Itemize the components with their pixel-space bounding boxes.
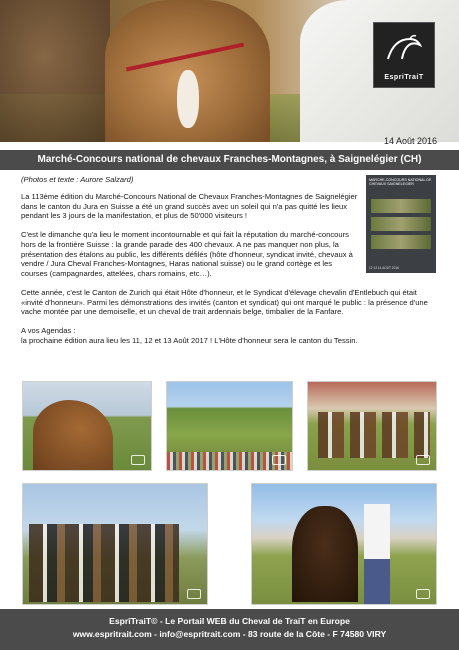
photo-horse-guards[interactable]	[22, 483, 208, 605]
agenda-heading: A vos Agendas :	[21, 326, 76, 336]
logo-text: EspriTraiT	[384, 74, 424, 81]
photo-credit: (Photos et texte : Aurore Salzard)	[21, 175, 134, 184]
horse-logo-icon	[384, 33, 424, 63]
event-poster	[366, 175, 436, 273]
agenda-text: la prochaine édition aura lieu les 11, 12 et 13 Août 2017 ! L'Hôte d'honneur sera le canton du Tessin.	[21, 335, 358, 345]
hero-halter	[126, 43, 244, 72]
publication-date: 14 Août 2016	[383, 136, 437, 146]
hero-foal-blaze	[177, 70, 199, 128]
poster-title: MARCHE-CONCOURS NATIONAL DE CHEVAUX SAIGNELEGIER	[369, 178, 432, 187]
page-footer	[0, 609, 459, 650]
article-paragraph: Cette année, c'est le Canton de Zurich qui était Hôte d'honneur, et le Syndicat d'élevage chevalin d'Entlebuch qui était «invité d'honneur». Parmi les démonstrations des invités (canton et syndicat) qui ont marqué le public : la présence d'une vache montée par une demoiselle, et un cheval de trait ardennais belge, timbalier de la Fanfare.	[21, 287, 428, 317]
photo-black-horse	[292, 506, 358, 602]
photo-riders[interactable]	[307, 381, 437, 471]
article-paragraph: C'est le dimanche qu'a lieu le moment incontournable et qui fait la réputation du marché-concours hors de la frontière Suisse : la grande parade des 400 chevaux. A ne pas manquer non plus, la présentation des étalons au public, les différents défilés (hôte d'honneur, syndicat invité, chevaux à vendre / Jura Cheval Franches-Montagnes, Haras national suisse) ou le grand cortège et les courses (campagnardes, attelées, chars romains, etc…).	[21, 230, 353, 278]
watermark-icon	[272, 455, 286, 465]
photo-arena-parade[interactable]	[166, 381, 293, 471]
footer-contact[interactable]: www.espritrait.com - info@espritrait.com - 83 route de la Côte - F 74580 VIRY	[72, 629, 387, 639]
espritrait-logo[interactable]	[373, 22, 435, 88]
photo-horse-head	[33, 400, 113, 471]
poster-image	[371, 199, 431, 213]
photo-guards-group	[29, 524, 179, 602]
poster-image	[371, 217, 431, 231]
hero-foal	[105, 0, 270, 142]
photo-horse-handler[interactable]	[251, 483, 437, 605]
watermark-icon	[416, 455, 430, 465]
watermark-icon	[131, 455, 145, 465]
watermark-icon	[187, 589, 201, 599]
poster-footer: 12 13 14 AOUT 2016	[369, 266, 399, 270]
photo-riders-group	[318, 412, 430, 458]
hero-horse-background	[0, 0, 110, 142]
footer-title: EsprîTraiT© - Le Portail WEB du Cheval de TraiT en Europe	[109, 616, 350, 626]
poster-image	[371, 235, 431, 249]
photo-handler	[364, 504, 390, 604]
page-title: Marché-Concours national de chevaux Franches-Montagnes, à Saignelégier (CH)	[0, 150, 459, 170]
photo-horse-portrait[interactable]	[22, 381, 152, 471]
article-paragraph: La 113ème édition du Marché-Concours National de Chevaux Franches-Montagnes de Saignelégier dans le canton du Jura en Suisse a été un grand succès avec un soleil qui n'a pas quitté les lieux pendant les 3 jours de la manifestation, et plus de 50'000 visiteurs !	[21, 192, 358, 221]
watermark-icon	[416, 589, 430, 599]
